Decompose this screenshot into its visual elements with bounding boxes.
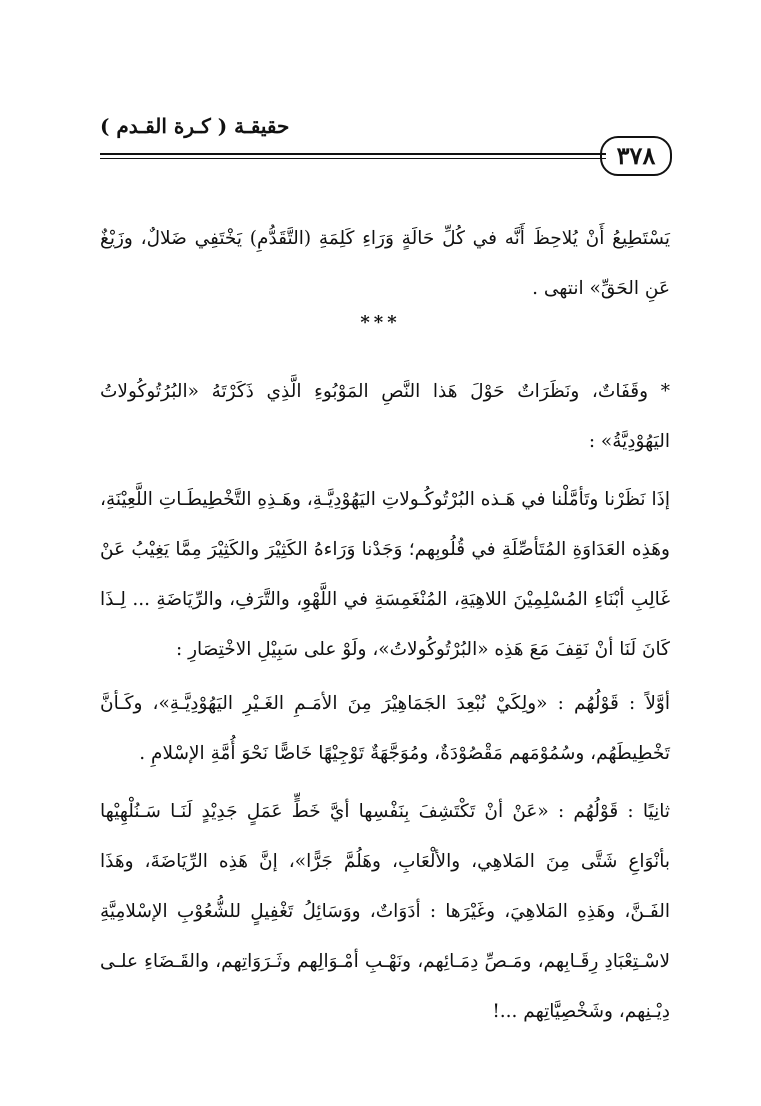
header-rule bbox=[100, 153, 606, 155]
page-number: ٣٧٨ bbox=[600, 136, 672, 176]
section-separator: *** bbox=[360, 312, 401, 333]
paragraph-point-two: ثانِيًا : قَوْلُهُم : «عَنْ أنْ تَكْتَشِفَ بِنَفْسِها أيَّ خَطٍّ عَمَلٍ جَدِيْدٍ لَنَـا سَـنُلْهِيْها بأنْوَاعِ شَتَّى مِنَ المَلاهِي، والألْعَابِ، وهَلُمَّ جَرًّا»، إنَّ هَذِه الرِّيَاضَةَ، وهَذَا الفَـنَّ، وهَذِهِ المَلاهِيَ، وغَيْرَها : أدَوَاتٌ، ووَسَائِلُ تَغْفِيلٍ للشُّعُوْبِ الإسْلامِيَّةِ لاسْـتِعْبَادِ رِقَـابِهم، ومَـصِّ دِمَـائِهم، ونَهْـبِ أمْـوَالِهم وثَـرَوَاتِهم، والقَـضَاءِ علـى دِيْـنِهم، وشَخْصِيَّاتِهم ...! bbox=[100, 800, 670, 1022]
paragraph-point-one: أوَّلاً : قَوْلُهُم : «ولِكَيْ نُبْعِدَ الجَمَاهِيْرَ مِنَ الأمَـمِ الغَـيْرِ اليَهُوْدِيَّـةِ»، وكَـأنَّ تَخْطِيطَهُم، وسُمُوْمَهم مَقْصُوْدَةٌ، ومُوَجَّهَةٌ تَوْجِيْهًا خَاصًّا نَحْوَ أُمَّةِ الإسْلامِ . bbox=[100, 692, 670, 764]
paragraph-intro: إذَا نَظَرْنا وتَأمَّلْنا في هَـذه البُرْتُوكُـولاتِ اليَهُوْدِيَّـةِ، وهَـذِهِ التَّخْطِيطَـاتِ اللَّعِيْنَةِ، وهَذِه العَدَاوَةِ المُتَأصِّلَةِ في قُلُوبِهم؛ وَجَدْنا وَرَاءهُ الكَثِيْرَ والكَثِيْرَ مِمَّا يَغِيْبُ عَنْ غَالِبِ أبْنَاءِ المُسْلِمِيْنَ اللاهِيَةِ، المُنْغَمِسَةِ في اللَّهْوِ، والتَّرَفِ، والرِّيَاضَةِ ... لِـذَا كَانَ لَنَا أنْ نَقِفَ مَعَ هَذِه «البُرْتُوكُولاتُ»، ولَوْ على سَبِيْلِ الاخْتِصَارِ : bbox=[100, 488, 670, 660]
running-header-title: حقيقـة ( كـرة القـدم ) bbox=[100, 114, 290, 138]
paragraph-continuation: يَسْتَطِيعُ أَنْ يُلاحِظَ أَنَّه في كُلِّ حَالَةٍ وَرَاءِ كَلِمَةِ (التَّقَدُّمِ) يَخْتَفِي ضَلالٌ، وزَيْغٌ عَنِ الحَقِّ» انتهى . bbox=[100, 227, 670, 299]
paragraph-section-heading: * وقَفَاتٌ، ونَظَرَاتٌ حَوْلَ هَذا النَّصِ المَوْبُوءِ الَّذِي ذَكَرْتَهُ «البُرُتُوكُولاتُ اليَهُوْدِيَّةُ» : bbox=[100, 380, 670, 452]
